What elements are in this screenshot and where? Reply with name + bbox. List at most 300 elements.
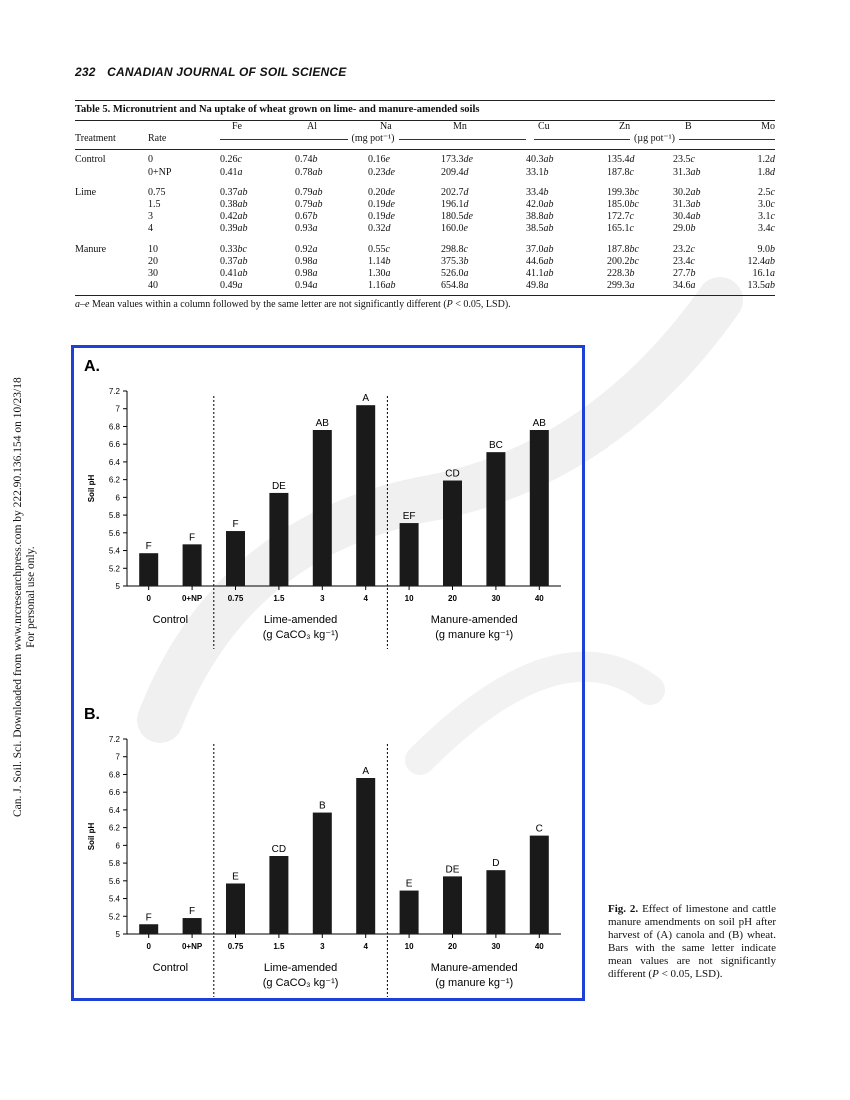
value-letter: bc — [629, 255, 639, 267]
bar — [356, 405, 375, 586]
value-cell — [295, 280, 368, 292]
value-cell — [368, 199, 441, 211]
value-cell — [673, 256, 734, 268]
table-5 — [75, 100, 775, 310]
value-number: 0.23 — [368, 166, 386, 178]
value-letter: b — [385, 255, 391, 267]
value-cell — [607, 280, 673, 292]
y-tick-label: 5.8 — [108, 859, 120, 869]
treatment-cell — [75, 167, 148, 179]
value-letter: ab — [385, 280, 396, 292]
rate-cell: 30 — [148, 268, 158, 280]
y-tick-label: 6.2 — [108, 823, 120, 833]
col-head-mo: Mo — [761, 121, 775, 132]
value-letter: a — [629, 280, 635, 292]
table-row — [75, 256, 775, 268]
panel-label: B. — [84, 706, 100, 723]
value-letter: de — [385, 199, 395, 211]
unit-ug — [526, 133, 775, 145]
value-cell — [526, 167, 607, 179]
running-head — [75, 65, 346, 79]
value-number: 0.78 — [295, 166, 313, 178]
table-head-row — [75, 121, 775, 133]
y-tick-label: 5.4 — [108, 546, 120, 556]
value-letter: b — [543, 186, 549, 198]
value-number: 23.2 — [673, 243, 691, 255]
value-cell — [295, 154, 368, 166]
value-cell — [295, 244, 368, 256]
rate-cell: 0.75 — [148, 186, 166, 198]
significance-letter: CD — [445, 468, 460, 480]
significance-letter: F — [145, 912, 152, 924]
col-head-zn: Zn — [619, 121, 631, 132]
value-cell — [607, 268, 673, 280]
value-number: 0.32 — [368, 223, 386, 235]
figure-caption — [608, 903, 776, 981]
value-number: 33.4 — [526, 186, 544, 198]
y-tick-label: 7.2 — [108, 735, 120, 744]
value-cell — [526, 223, 607, 235]
significance-letter: E — [405, 878, 413, 890]
group-label: Manure-amended — [430, 962, 518, 974]
value-number: 0.79 — [295, 199, 313, 211]
value-number: 3.0 — [758, 199, 771, 211]
group-sublabel: (g CaCO₃ kg⁻¹) — [262, 629, 339, 641]
bar — [139, 553, 158, 586]
value-letter: b — [629, 268, 635, 280]
value-cell — [220, 211, 295, 223]
x-tick-label: 30 — [491, 942, 501, 951]
value-cell — [368, 268, 441, 280]
treatment-cell: Control — [75, 154, 106, 166]
treatment-cell — [75, 280, 148, 292]
value-number: 29.0 — [673, 223, 691, 235]
value-cell — [441, 223, 526, 235]
table-row — [75, 154, 775, 166]
value-cell — [368, 223, 441, 235]
table-footnote — [75, 299, 775, 310]
col-head-mn: Mn — [453, 121, 467, 132]
value-number: 9.0 — [757, 243, 770, 255]
value-number: 0.92 — [295, 243, 313, 255]
value-cell — [673, 244, 734, 256]
value-letter: c — [237, 154, 242, 166]
rate-cell: 20 — [148, 255, 158, 267]
table-row — [75, 199, 775, 211]
value-letter: d — [463, 166, 469, 178]
bar — [530, 836, 549, 934]
y-tick-label: 6.2 — [108, 475, 120, 485]
col-head-cu: Cu — [538, 121, 550, 132]
value-letter: b — [312, 154, 318, 166]
chart-panel-b — [74, 696, 582, 1021]
rate-cell: 4 — [148, 223, 153, 235]
rate-cell: 3 — [148, 211, 153, 223]
spacer-cell — [75, 236, 775, 244]
value-letter: ab — [237, 199, 248, 211]
value-number: 37.0 — [526, 243, 544, 255]
table-row — [75, 223, 775, 235]
value-cell — [526, 280, 607, 292]
value-number: 1.2 — [757, 154, 770, 166]
value-cell — [673, 187, 734, 199]
value-letter: b — [690, 268, 696, 280]
value-number: 375.3 — [441, 255, 464, 267]
value-letter: a — [312, 255, 318, 267]
value-number: 1.16 — [368, 280, 386, 292]
value-letter: ab — [543, 268, 554, 280]
chart-panel-a — [74, 348, 582, 673]
x-tick-label: 40 — [534, 942, 544, 951]
value-number: 0.16 — [368, 154, 386, 166]
value-cell — [734, 211, 775, 223]
value-letter: a — [312, 268, 318, 280]
value-letter: a — [463, 280, 469, 292]
bar — [269, 856, 288, 934]
head-blank — [148, 121, 220, 133]
value-number: 13.5 — [747, 280, 765, 292]
value-cell — [607, 244, 673, 256]
figure-label: Fig. 2. — [608, 903, 639, 915]
y-tick-label: 5.2 — [108, 564, 120, 574]
value-number: 0.20 — [368, 186, 386, 198]
significance-letter: C — [535, 823, 543, 835]
x-tick-label: 0+NP — [181, 942, 203, 951]
value-number: 0.49 — [220, 280, 238, 292]
value-number: 173.3 — [441, 154, 464, 166]
value-letter: de — [463, 154, 473, 166]
significance-letter: A — [362, 766, 370, 777]
value-cell — [734, 244, 775, 256]
value-cell — [607, 211, 673, 223]
x-tick-label: 0 — [146, 594, 151, 603]
value-cell — [368, 154, 441, 166]
group-sublabel: (g manure kg⁻¹) — [435, 629, 514, 641]
value-number: 40.3 — [526, 154, 544, 166]
value-letter: ab — [237, 211, 248, 223]
value-letter: ab — [543, 243, 554, 255]
value-number: 0.37 — [220, 186, 238, 198]
value-number: 3.1 — [758, 211, 771, 223]
y-tick-label: 5.2 — [108, 912, 120, 922]
value-cell — [295, 268, 368, 280]
value-letter: ab — [690, 186, 701, 198]
value-letter: ab — [690, 211, 701, 223]
table-unit-row — [75, 133, 775, 145]
y-axis-label: Soil pH — [87, 474, 96, 503]
bar — [313, 430, 332, 586]
x-tick-label: 4 — [363, 594, 368, 603]
value-cell — [368, 280, 441, 292]
value-letter: c — [629, 211, 634, 223]
unit-mg-text: (mg pot⁻¹) — [351, 133, 395, 145]
value-cell — [607, 199, 673, 211]
value-cell — [295, 167, 368, 179]
x-tick-label: 30 — [491, 594, 501, 603]
y-tick-label: 5.8 — [108, 511, 120, 521]
value-letter: ab — [765, 255, 775, 267]
treatment-cell: Lime — [75, 186, 97, 198]
y-tick-label: 7.2 — [108, 387, 120, 396]
significance-letter: CD — [271, 844, 287, 855]
value-number: 42.0 — [526, 199, 544, 211]
value-number: 0.41 — [220, 166, 238, 178]
value-cell — [220, 244, 295, 256]
x-tick-label: 3 — [320, 942, 325, 951]
significance-letter: D — [492, 858, 500, 870]
value-letter: c — [690, 154, 695, 166]
data-table — [75, 121, 775, 295]
value-cell — [441, 211, 526, 223]
bar — [269, 493, 288, 586]
table-caption: Table 5. Micronutrient and Na uptake of wheat grown on lime- and manure-amended soils — [75, 104, 480, 115]
caption-text: Effect of limestone and cattle manure amendments on soil pH after harvest of (A) canola and (B) wheat. Bars with the same letter indicate mean values are not significantly different ( — [608, 903, 776, 980]
value-letter: a — [690, 280, 696, 292]
value-letter: c — [770, 211, 775, 223]
footnote-end: < 0.05, LSD). — [452, 299, 511, 311]
value-cell — [607, 223, 673, 235]
value-cell — [441, 187, 526, 199]
unit-mg — [220, 133, 526, 145]
significance-letter: EF — [402, 511, 416, 523]
table-row — [75, 187, 775, 199]
value-letter: d — [770, 166, 775, 178]
value-number: 31.3 — [673, 166, 691, 178]
value-number: 0.19 — [368, 199, 386, 211]
value-cell — [441, 256, 526, 268]
value-number: 16.1 — [752, 268, 770, 280]
download-notice-line1: Can. J. Soil. Sci. Downloaded from www.nrcresearchpress.com by 222.90.136.154 on 10/23/18 — [12, 377, 24, 817]
treatment-cell — [75, 256, 148, 268]
value-letter: bc — [237, 243, 247, 255]
group-label: Manure-amended — [430, 614, 518, 626]
value-letter: bc — [629, 243, 639, 255]
value-number: 27.7 — [673, 268, 691, 280]
value-letter: a — [237, 280, 243, 292]
value-cell — [673, 211, 734, 223]
value-letter: ab — [690, 199, 701, 211]
value-letter: a — [463, 268, 469, 280]
value-number: 654.8 — [441, 280, 464, 292]
y-tick-label: 6.8 — [108, 422, 120, 432]
y-tick-label: 5.6 — [108, 876, 120, 886]
bar — [443, 876, 462, 934]
download-notice-line2: For personal use only. — [25, 546, 37, 648]
value-number: 1.30 — [368, 268, 386, 280]
value-letter: ab — [237, 268, 248, 280]
value-letter: c — [629, 166, 634, 178]
value-letter: b — [690, 223, 696, 235]
value-letter: e — [385, 154, 390, 166]
footnote-letters: a–e — [75, 299, 90, 311]
value-number: 196.1 — [441, 199, 464, 211]
treatment-cell: Manure — [75, 243, 107, 255]
value-cell — [673, 154, 734, 166]
bar — [486, 870, 505, 934]
value-letter: ab — [237, 255, 248, 267]
value-cell — [220, 256, 295, 268]
value-number: 0.94 — [295, 280, 313, 292]
panel-label: A. — [84, 358, 100, 375]
value-number: 0.98 — [295, 255, 313, 267]
value-cell — [673, 223, 734, 235]
value-cell — [295, 256, 368, 268]
value-number: 0.39 — [220, 223, 238, 235]
significance-letter: BC — [488, 440, 503, 452]
value-number: 2.5 — [758, 186, 771, 198]
value-letter: b — [543, 166, 549, 178]
value-letter: a — [312, 223, 318, 235]
value-number: 12.4 — [747, 255, 765, 267]
y-tick-label: 5.6 — [108, 528, 120, 538]
value-number: 180.5 — [441, 211, 464, 223]
bar — [183, 544, 202, 586]
value-letter: b — [312, 211, 318, 223]
treatment-cell — [75, 199, 148, 211]
bar — [400, 891, 419, 934]
value-letter: c — [690, 255, 695, 267]
x-tick-label: 1.5 — [273, 594, 285, 603]
value-cell — [220, 167, 295, 179]
journal-title: CANADIAN JOURNAL OF SOIL SCIENCE — [107, 65, 347, 79]
value-cell — [526, 154, 607, 166]
rate-head: Rate — [148, 133, 167, 145]
value-letter: ab — [312, 166, 323, 178]
value-number: 160.0 — [441, 223, 464, 235]
caption-end: < 0.05, LSD). — [658, 968, 723, 980]
bar — [530, 430, 549, 586]
value-number: 1.14 — [368, 255, 386, 267]
rate-cell: 10 — [148, 243, 158, 255]
x-tick-label: 4 — [363, 942, 368, 951]
y-tick-label: 7 — [115, 752, 120, 762]
value-number: 23.4 — [673, 255, 691, 267]
table-row — [75, 280, 775, 292]
head-blank — [75, 121, 148, 133]
y-axis-label: Soil pH — [87, 822, 96, 851]
value-number: 187.8 — [607, 243, 630, 255]
value-number: 44.6 — [526, 255, 544, 267]
col-head-na: Na — [380, 121, 392, 132]
x-tick-label: 40 — [534, 594, 544, 603]
value-letter: ab — [690, 166, 701, 178]
value-number: 30.2 — [673, 186, 691, 198]
value-number: 0.42 — [220, 211, 238, 223]
treatment-head: Treatment — [75, 133, 116, 145]
value-cell — [295, 187, 368, 199]
value-letter: c — [690, 243, 695, 255]
bar — [443, 481, 462, 586]
value-cell — [368, 167, 441, 179]
value-number: 0.67 — [295, 211, 313, 223]
x-tick-label: 10 — [404, 594, 414, 603]
value-number: 187.8 — [607, 166, 630, 178]
value-number: 38.8 — [526, 211, 544, 223]
value-number: 0.33 — [220, 243, 238, 255]
table-row — [75, 211, 775, 223]
value-letter: ab — [765, 280, 775, 292]
value-number: 209.4 — [441, 166, 464, 178]
significance-letter: F — [189, 906, 196, 918]
value-number: 299.3 — [607, 280, 630, 292]
value-letter: d — [629, 154, 635, 166]
group-label: Control — [152, 614, 189, 626]
x-tick-label: 20 — [448, 594, 457, 603]
value-cell — [220, 223, 295, 235]
value-letter: d — [385, 223, 391, 235]
value-letter: b — [463, 255, 469, 267]
y-tick-label: 6.4 — [108, 805, 120, 815]
value-cell — [734, 223, 775, 235]
x-tick-label: 20 — [448, 942, 457, 951]
value-letter: a — [237, 166, 243, 178]
bar — [313, 813, 332, 934]
treatment-cell — [75, 211, 148, 223]
value-letter: c — [629, 223, 634, 235]
value-number: 41.1 — [526, 268, 544, 280]
value-number: 38.5 — [526, 223, 544, 235]
value-cell — [734, 167, 775, 179]
value-number: 135.4 — [607, 154, 630, 166]
value-letter: c — [385, 243, 390, 255]
value-cell — [220, 199, 295, 211]
x-tick-label: 1.5 — [273, 942, 285, 951]
value-cell — [526, 256, 607, 268]
value-letter: b — [770, 243, 775, 255]
bar — [183, 918, 202, 934]
significance-letter: A — [362, 393, 370, 405]
value-cell — [295, 199, 368, 211]
value-number: 199.3 — [607, 186, 630, 198]
value-cell — [526, 187, 607, 199]
value-letter: c — [770, 223, 775, 235]
value-cell — [220, 187, 295, 199]
value-number: 0.74 — [295, 154, 313, 166]
value-cell — [607, 154, 673, 166]
value-number: 49.8 — [526, 280, 544, 292]
x-tick-label: 0.75 — [227, 594, 244, 603]
group-label: Lime-amended — [263, 962, 338, 974]
value-cell — [368, 187, 441, 199]
col-head-al: Al — [307, 121, 317, 132]
value-cell — [526, 211, 607, 223]
y-tick-label: 5 — [115, 930, 120, 939]
value-cell — [441, 244, 526, 256]
significance-letter: E — [232, 871, 239, 883]
value-letter: de — [385, 166, 395, 178]
value-number: 0.37 — [220, 255, 238, 267]
value-cell — [607, 167, 673, 179]
value-number: 185.0 — [607, 199, 630, 211]
value-number: 200.2 — [607, 255, 630, 267]
value-letter: a — [312, 280, 318, 292]
y-tick-label: 6.4 — [108, 457, 120, 467]
bar — [356, 778, 375, 934]
bar — [226, 883, 245, 934]
significance-letter: B — [318, 800, 326, 812]
value-cell — [526, 268, 607, 280]
significance-letter: AB — [532, 418, 546, 429]
y-tick-label: 5.4 — [108, 894, 120, 904]
value-cell — [441, 199, 526, 211]
value-cell — [673, 167, 734, 179]
value-letter: ab — [543, 223, 554, 235]
figure-2-frame — [71, 345, 585, 1001]
value-cell — [220, 154, 295, 166]
value-letter: c — [770, 199, 775, 211]
value-number: 0.26 — [220, 154, 238, 166]
treatment-cell — [75, 268, 148, 280]
